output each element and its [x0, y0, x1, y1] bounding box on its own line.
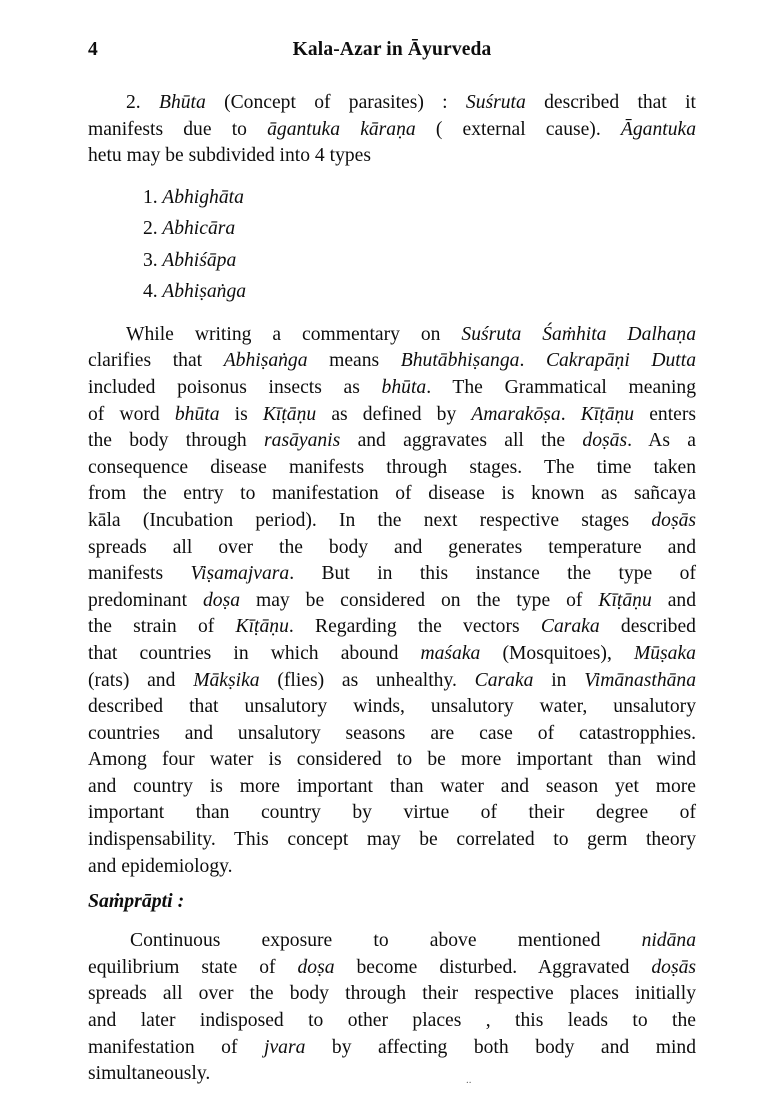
text-line: and later indisposed to other places , this leads to the: [88, 1010, 696, 1032]
text-line: countries and unsalutory seasons are case of catastropphies.: [88, 722, 696, 744]
sanskrit-term: Kīṭāṇu: [580, 403, 635, 425]
text-line: 2. Bhūta (Concept of parasites) : Suśruta described that it: [126, 92, 697, 113]
text-line: predominant doṣa may be considered on the type of Kīṭāṇu and: [88, 589, 696, 611]
text-line: spreads all over the body through their respective places initially: [88, 983, 696, 1005]
text-line: Among four water is considered to be more important than wind: [88, 749, 696, 771]
list-item: [88, 276, 696, 308]
text-line: and country is more important than water and season yet more: [88, 775, 696, 797]
sanskrit-term: Caraka: [540, 616, 600, 638]
text-line: the strain of Kīṭāṇu. Regarding the vectors Caraka described: [88, 616, 696, 638]
list-item-number: 2.: [143, 218, 158, 240]
sanskrit-term: nidāna: [641, 930, 696, 952]
list-item-label: Abhiśāpa: [162, 249, 237, 271]
running-head-title: Kala-Azar in Āyurveda: [292, 39, 492, 60]
sanskrit-term: maśaka: [420, 642, 481, 664]
list-item: [88, 213, 696, 245]
sanskrit-term: Viṣamajvara: [190, 563, 290, 585]
paragraph-commentary: [88, 322, 696, 880]
sanskrit-term: jvara: [264, 1036, 306, 1058]
scan-speck: ..: [466, 1074, 472, 1086]
sanskrit-term: Bhutābhiṣanga: [400, 350, 520, 372]
spacer: [88, 68, 696, 90]
text-line: simultaneously.: [88, 1063, 211, 1085]
text-line: consequence disease manifests through stages. The time taken: [88, 456, 696, 478]
hetu-type-list: [88, 182, 696, 308]
text-line: the body through rasāyanis and aggravates all the doṣās. As a: [88, 430, 696, 452]
sanskrit-term: Abhiṣaṅga: [223, 350, 308, 372]
sanskrit-term: rasāyanis: [264, 430, 341, 452]
text-line: manifests due to āgantuka kāraṇa ( external cause). Āgantuka: [88, 118, 696, 140]
sanskrit-term: Bhūta: [158, 92, 206, 113]
list-item-label: Abhicāra: [162, 218, 236, 240]
list-item: [88, 245, 696, 277]
text-line: of word bhūta is Kīṭāṇu as defined by Amarakōṣa. Kīṭāṇu enters: [88, 403, 697, 425]
spacer: [88, 916, 696, 928]
text-line: indispensability. This concept may be correlated to germ theory: [88, 829, 696, 851]
text-line: important than country by virtue of their degree of: [88, 802, 696, 824]
text-line: manifestation of jvara by affecting both body and mind: [88, 1036, 697, 1058]
text-line: equilibrium state of doṣa become disturbed. Aggravated doṣās: [88, 956, 696, 978]
text-line: clarifies that Abhiṣaṅga means Bhutābhiṣanga. Cakrapāṇi Dutta: [88, 350, 696, 372]
paragraph-samprapti: [88, 928, 696, 1088]
sanskrit-term: Suśruta: [465, 92, 526, 113]
spacer: [88, 170, 696, 182]
text-line: and epidemiology.: [88, 855, 233, 877]
text-line: Continuous exposure to above mentioned nidāna: [130, 930, 696, 952]
text-line: (rats) and Mākṣika (flies) as unhealthy. Caraka in Vimānasthāna: [88, 669, 697, 691]
sanskrit-term: bhūta: [381, 376, 427, 398]
sanskrit-term: Amarakōṣa: [471, 403, 561, 425]
sanskrit-term: doṣās: [651, 956, 696, 978]
sanskrit-term: Cakrapāṇi Dutta: [545, 350, 696, 372]
text-line: from the entry to manifestation of disease is known as sañcaya: [88, 483, 696, 505]
sanskrit-term: doṣa: [203, 589, 241, 611]
sanskrit-term: doṣās: [582, 430, 628, 452]
sanskrit-term: bhūta: [174, 403, 220, 425]
text-line: kāla (Incubation period). In the next respective stages doṣās: [88, 509, 696, 531]
sanskrit-term: doṣa: [297, 956, 335, 978]
sanskrit-term: Kīṭāṇu: [262, 403, 317, 425]
section-heading-samprapti: Saṁprāpti :: [88, 890, 185, 913]
sanskrit-term: Kīṭāṇu: [235, 616, 289, 638]
text-line: included poisonus insects as bhūta. The Grammatical meaning: [88, 376, 696, 398]
running-head: [88, 38, 696, 68]
list-item: [88, 182, 696, 214]
list-item-number: 3.: [143, 249, 158, 271]
sanskrit-term: Mākṣika: [193, 669, 260, 691]
list-item-label: Abhiṣaṅga: [162, 281, 247, 303]
sanskrit-term: Āgantuka: [620, 118, 696, 140]
page-number: 4: [88, 39, 98, 60]
text-line: described that unsalutory winds, unsalutory water, unsalutory: [88, 696, 696, 718]
list-item-number: 1.: [143, 186, 158, 208]
list-item-number: 4.: [143, 281, 158, 303]
text-line: that countries in which abound maśaka (Mosquitoes), Mūṣaka: [88, 642, 696, 664]
text-line: While writing a commentary on Suśruta Śaṁhita Dalhaṇa: [126, 323, 696, 345]
sanskrit-term: Suśruta Śaṁhita Dalhaṇa: [461, 323, 696, 345]
sanskrit-term: Kīṭāṇu: [598, 589, 652, 611]
text-line: manifests Viṣamajvara. But in this instance the type of: [88, 563, 696, 585]
spacer: [88, 308, 696, 322]
sanskrit-term: āgantuka kāraṇa: [267, 118, 416, 140]
paragraph-bhuta: [88, 90, 696, 170]
sanskrit-term: Mūṣaka: [633, 642, 696, 664]
sanskrit-term: Vimānasthāna: [584, 669, 697, 691]
list-item-label: Abhighāta: [162, 186, 244, 208]
sanskrit-term: doṣās: [651, 509, 696, 531]
text-line: spreads all over the body and generates temperature and: [88, 536, 696, 558]
sanskrit-term: Caraka: [474, 669, 534, 691]
text-line: hetu may be subdivided into 4 types: [88, 145, 371, 167]
page-content: [88, 0, 696, 1088]
